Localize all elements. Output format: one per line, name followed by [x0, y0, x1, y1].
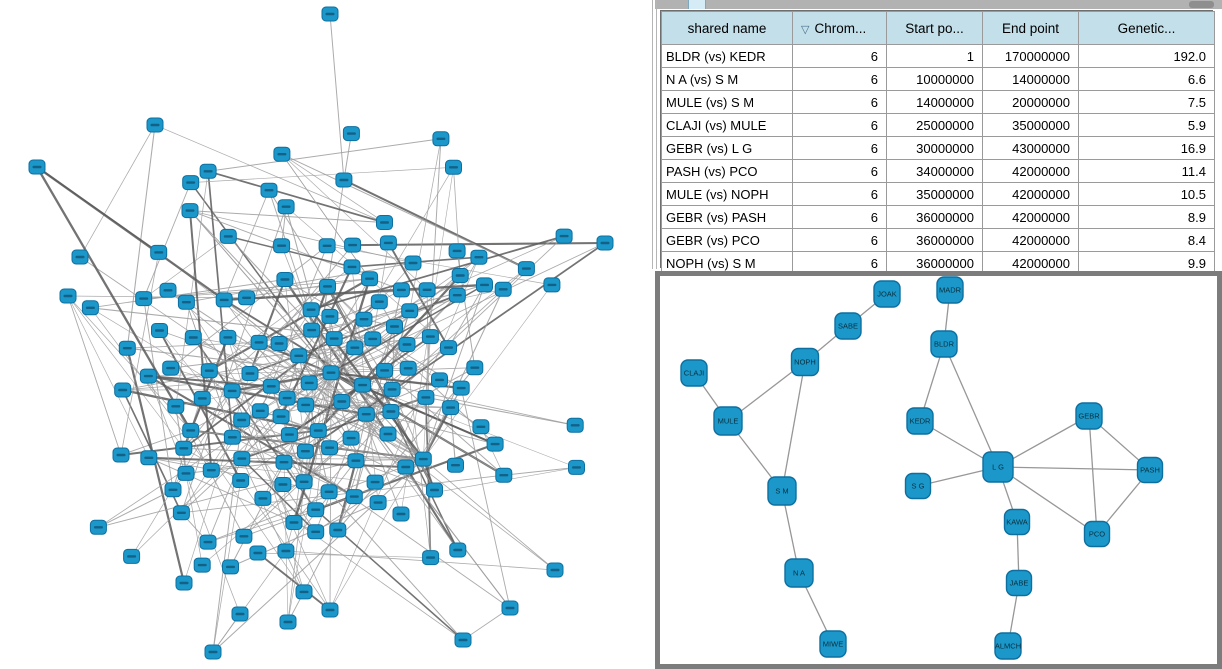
node-label	[470, 367, 479, 369]
node-label	[223, 336, 232, 338]
node-label	[301, 404, 310, 406]
network-edge[interactable]	[282, 154, 527, 268]
network-edge[interactable]	[286, 551, 555, 570]
table-cell: 7.5	[1079, 91, 1215, 114]
node-label	[362, 413, 371, 415]
network-edge[interactable]	[68, 296, 121, 455]
filtered-network-panel	[655, 271, 1222, 669]
node-label	[242, 297, 251, 299]
table-row[interactable]	[662, 68, 1215, 91]
network-edge[interactable]	[998, 467, 1150, 470]
node-label: JABE	[1009, 578, 1029, 588]
table-cell: 1	[887, 45, 983, 68]
node-label	[384, 242, 393, 244]
column-header-chromosome[interactable]	[793, 12, 887, 45]
edge-attribute-table	[660, 10, 1213, 271]
node-label	[64, 295, 73, 297]
node-label	[237, 419, 246, 421]
node-label	[480, 284, 489, 286]
table-cell: 6	[793, 114, 887, 137]
node-label	[265, 189, 274, 191]
node-label	[267, 385, 276, 387]
node-label	[186, 181, 195, 183]
node-label	[380, 221, 389, 223]
table-cell: NOPH (vs) S M	[662, 252, 793, 275]
node-label: GEBR	[1078, 411, 1100, 421]
filter-icon[interactable]: ▽	[801, 23, 810, 36]
node-label: N A	[792, 568, 806, 578]
node-label	[177, 512, 186, 514]
network-edge[interactable]	[127, 348, 184, 583]
node-label	[348, 244, 357, 246]
node-label	[311, 509, 320, 511]
table-cell: 35000000	[887, 183, 983, 206]
node-label: ALMCH	[994, 641, 1022, 651]
node-label	[506, 607, 515, 609]
network-edge[interactable]	[328, 180, 344, 286]
table-cell: 6	[793, 91, 887, 114]
node-label	[386, 410, 395, 412]
table-cell: 10000000	[887, 68, 983, 91]
node-label: MADR	[938, 285, 962, 295]
node-label	[337, 400, 346, 402]
node-label	[333, 529, 342, 531]
node-label	[236, 479, 245, 481]
node-label	[401, 466, 410, 468]
node-label	[325, 491, 334, 493]
node-label	[326, 609, 335, 611]
network-edge[interactable]	[330, 14, 344, 180]
table-cell: 36000000	[887, 206, 983, 229]
node-label	[421, 396, 430, 398]
node-label	[444, 346, 453, 348]
node-label	[155, 329, 164, 331]
node-label	[139, 297, 148, 299]
node-label	[283, 397, 292, 399]
node-label	[284, 621, 293, 623]
network-edge[interactable]	[423, 459, 555, 570]
toolbar-strip	[655, 0, 1222, 9]
network-edge[interactable]	[80, 125, 155, 257]
node-label	[476, 426, 485, 428]
node-label	[236, 613, 245, 615]
node-label	[453, 294, 462, 296]
network-edge[interactable]	[208, 171, 384, 222]
table-cell: 36000000	[887, 252, 983, 275]
tab-fragment[interactable]	[688, 0, 706, 9]
node-label	[220, 299, 229, 301]
table-cell: GEBR (vs) PASH	[662, 206, 793, 229]
network-edge[interactable]	[98, 490, 173, 528]
node-label: S G	[911, 481, 925, 491]
node-label: MIWE	[822, 639, 844, 649]
node-label	[239, 535, 248, 537]
node-label	[430, 489, 439, 491]
node-label	[371, 481, 380, 483]
node-label	[368, 338, 377, 340]
node-label: PASH	[1140, 465, 1160, 475]
network-edge[interactable]	[282, 154, 385, 222]
node-label	[499, 288, 508, 290]
node-label	[228, 390, 237, 392]
table-cell: 35000000	[983, 114, 1079, 137]
table-cell: GEBR (vs) L G	[662, 137, 793, 160]
table-cell: 8.9	[1079, 206, 1215, 229]
node-label	[228, 436, 237, 438]
node-label	[397, 289, 406, 291]
node-label	[390, 325, 399, 327]
node-label	[282, 206, 291, 208]
node-label	[330, 337, 339, 339]
node-label	[144, 375, 153, 377]
table-row[interactable]	[662, 229, 1215, 252]
node-label	[375, 301, 384, 303]
node-label	[435, 379, 444, 381]
node-label: PCO	[1088, 529, 1106, 539]
node-label	[204, 170, 213, 172]
table-cell: 42000000	[983, 206, 1079, 229]
node-label	[350, 347, 359, 349]
node-label	[347, 437, 356, 439]
table-row[interactable]	[662, 137, 1215, 160]
table-cell: 36000000	[887, 229, 983, 252]
node-label	[314, 429, 323, 431]
node-label	[285, 433, 294, 435]
node-label	[255, 341, 264, 343]
network-edge[interactable]	[68, 296, 149, 458]
node-label	[253, 552, 262, 554]
node-label	[491, 443, 500, 445]
node-label	[300, 481, 309, 483]
node-label	[127, 555, 136, 557]
node-label	[118, 389, 127, 391]
table-row[interactable]	[662, 160, 1215, 183]
node-label	[347, 132, 356, 134]
node-label	[409, 262, 418, 264]
table-cell: 34000000	[887, 160, 983, 183]
node-label	[86, 307, 95, 309]
node-label: L G	[992, 462, 1004, 472]
network-edge[interactable]	[191, 167, 454, 182]
node-label: NOPH	[794, 357, 816, 367]
node-label: CLAJI	[683, 368, 705, 378]
table-cell: MULE (vs) S M	[662, 91, 793, 114]
node-label	[179, 447, 188, 449]
table-cell: 42000000	[983, 229, 1079, 252]
table-row[interactable]	[662, 183, 1215, 206]
node-label: MULE	[717, 416, 739, 426]
table-cell: 6	[793, 229, 887, 252]
node-label	[204, 541, 213, 543]
node-label	[571, 424, 580, 426]
node-label	[294, 355, 303, 357]
table-cell: 8.4	[1079, 229, 1215, 252]
node-label	[186, 429, 195, 431]
node-label	[547, 284, 556, 286]
node-label	[311, 531, 320, 533]
node-label	[258, 497, 267, 499]
table-cell: 6	[793, 252, 887, 275]
node-label	[436, 138, 445, 140]
node-label	[94, 526, 103, 528]
node-label	[186, 209, 195, 211]
node-label	[348, 266, 357, 268]
node-label	[572, 466, 581, 468]
node-label: BLDR	[933, 339, 955, 349]
node-label	[453, 250, 462, 252]
node-label	[209, 651, 218, 653]
node-label	[169, 489, 178, 491]
table-cell: 6	[793, 183, 887, 206]
node-label	[457, 387, 466, 389]
node-label	[456, 274, 465, 276]
table-cell: 5.9	[1079, 114, 1215, 137]
network-edge[interactable]	[1089, 416, 1097, 534]
node-label	[277, 153, 286, 155]
table-row[interactable]	[662, 206, 1215, 229]
table-cell: 42000000	[983, 252, 1079, 275]
table-cell: 42000000	[983, 160, 1079, 183]
node-label	[360, 318, 369, 320]
filtered-network-view[interactable]	[660, 276, 1217, 664]
node-label	[226, 566, 235, 568]
node-label	[281, 550, 290, 552]
node-label	[388, 388, 397, 390]
node-label	[117, 454, 126, 456]
node-label	[474, 256, 483, 258]
node-label	[305, 382, 314, 384]
node-label	[451, 464, 460, 466]
node-label: JOAK	[877, 289, 897, 299]
table-cell: BLDR (vs) KEDR	[662, 45, 793, 68]
network-edge[interactable]	[123, 389, 392, 390]
node-label	[277, 415, 286, 417]
table-cell: 30000000	[887, 137, 983, 160]
node-label	[182, 472, 191, 474]
table-cell: 42000000	[983, 183, 1079, 206]
column-header-shared-name[interactable]: shared name	[662, 12, 793, 45]
table-cell: 6	[793, 45, 887, 68]
node-label	[280, 278, 289, 280]
node-label	[325, 315, 334, 317]
node-label	[300, 591, 309, 593]
table-cell: 14000000	[983, 68, 1079, 91]
node-label	[307, 329, 316, 331]
table-row[interactable]	[662, 91, 1215, 114]
node-label	[180, 582, 189, 584]
node-label	[166, 367, 175, 369]
table-cell: 20000000	[983, 91, 1079, 114]
column-header-genetic[interactable]: Genetic...	[1079, 12, 1215, 45]
node-label	[246, 372, 255, 374]
node-label: KEDR	[909, 416, 931, 426]
table-cell: 6.6	[1079, 68, 1215, 91]
table-cell: 10.5	[1079, 183, 1215, 206]
table-cell: 6	[793, 68, 887, 91]
node-label	[405, 310, 414, 312]
node-label	[453, 549, 462, 551]
node-label	[326, 13, 335, 15]
node-label	[325, 447, 334, 449]
node-label	[144, 457, 153, 459]
network-edge[interactable]	[782, 362, 805, 491]
node-label	[277, 245, 286, 247]
table-cell: 170000000	[983, 45, 1079, 68]
column-header-chromosome-label: Chrom...	[814, 20, 867, 36]
node-label	[351, 460, 360, 462]
node-label	[189, 336, 198, 338]
table-cell: 11.4	[1079, 160, 1215, 183]
node-label	[419, 458, 428, 460]
node-label	[327, 372, 336, 374]
node-label	[449, 166, 458, 168]
node-label: S M	[775, 486, 789, 496]
node-label	[384, 433, 393, 435]
table-cell: 6	[793, 137, 887, 160]
table-header-row	[662, 12, 1215, 45]
table-row[interactable]	[662, 45, 1215, 68]
node-label	[374, 501, 383, 503]
table-cell: 25000000	[887, 114, 983, 137]
node-label	[499, 474, 508, 476]
node-label	[198, 564, 207, 566]
node-label	[423, 289, 432, 291]
node-label	[365, 278, 374, 280]
node-label	[358, 384, 367, 386]
table-row[interactable]	[662, 114, 1215, 137]
node-label	[404, 367, 413, 369]
node-label	[397, 513, 406, 515]
node-label	[224, 235, 233, 237]
node-label	[339, 179, 348, 181]
node-label	[350, 495, 359, 497]
node-label	[446, 406, 455, 408]
network-edge[interactable]	[406, 467, 458, 550]
table-cell: 9.9	[1079, 252, 1215, 275]
node-label	[601, 242, 610, 244]
table-cell: GEBR (vs) PCO	[662, 229, 793, 252]
table-cell: 14000000	[887, 91, 983, 114]
node-label	[426, 335, 435, 337]
panel-divider	[652, 0, 653, 269]
node-label	[171, 405, 180, 407]
node-label	[403, 343, 412, 345]
table-cell: N A (vs) S M	[662, 68, 793, 91]
node-label	[459, 639, 468, 641]
node-label	[123, 347, 132, 349]
node-label	[182, 301, 191, 303]
network-edge[interactable]	[944, 344, 998, 467]
node-label	[560, 235, 569, 237]
node-label	[551, 569, 560, 571]
table-cell: 6	[793, 206, 887, 229]
node-label	[237, 457, 246, 459]
node-label	[207, 469, 216, 471]
table-cell: PASH (vs) PCO	[662, 160, 793, 183]
table-cell: MULE (vs) NOPH	[662, 183, 793, 206]
node-label	[76, 256, 85, 258]
node-label	[205, 370, 214, 372]
node-label	[164, 289, 173, 291]
table-cell: 16.9	[1079, 137, 1215, 160]
column-header-end-point[interactable]: End point	[983, 12, 1079, 45]
node-label: SABE	[837, 321, 859, 331]
node-label	[323, 285, 332, 287]
node-label	[380, 369, 389, 371]
table-cell: 192.0	[1079, 45, 1215, 68]
table-cell: 43000000	[983, 137, 1079, 160]
node-label	[275, 342, 284, 344]
node-label	[426, 556, 435, 558]
node-label	[278, 483, 287, 485]
node-label: KAWA	[1006, 517, 1028, 527]
node-label	[522, 267, 531, 269]
node-label	[307, 309, 316, 311]
network-edge[interactable]	[208, 139, 441, 172]
node-label	[301, 450, 310, 452]
node-label	[290, 521, 299, 523]
node-label	[198, 397, 207, 399]
node-label	[323, 245, 332, 247]
node-label	[154, 251, 163, 253]
node-label	[33, 166, 42, 168]
column-header-start-position[interactable]: Start po...	[887, 12, 983, 45]
scrollbar-thumb[interactable]	[1189, 1, 1214, 8]
node-label	[256, 410, 265, 412]
node-label	[280, 461, 289, 463]
table-cell: 6	[793, 160, 887, 183]
panel-divider	[656, 0, 657, 269]
table-cell: CLAJI (vs) MULE	[662, 114, 793, 137]
node-label	[151, 124, 160, 126]
